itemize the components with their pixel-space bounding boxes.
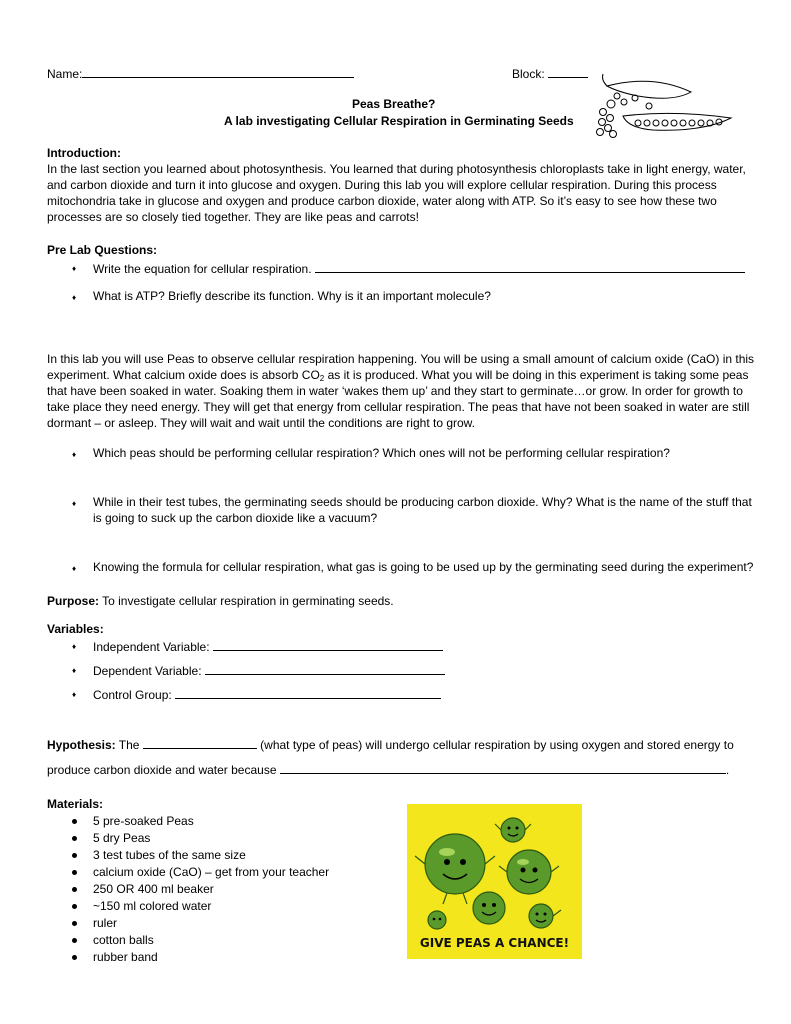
bullet-diamond: ♦ — [72, 642, 77, 651]
bullet-dot — [72, 887, 77, 892]
bullet-diamond: ♦ — [72, 564, 77, 573]
experiment-line-4: take place they need energy. They will get that energy from cellular respiration. The peas that have not been soaked in water are still — [47, 400, 750, 414]
experiment-line-2b: as it is produced. What you will be doing in this experiment is taking some peas — [324, 368, 749, 382]
material-item: 5 dry Peas — [93, 831, 151, 845]
independent-variable — [93, 638, 443, 654]
experiment-line-5: dormant – or asleep. They will wait and wait until the conditions are right to grow. — [47, 416, 476, 430]
bullet-diamond: ♦ — [72, 499, 77, 508]
bullet-diamond: ♦ — [72, 450, 77, 459]
hypothesis-text-b: (what type of peas) will undergo cellular respiration by using oxygen and stored energy to — [260, 738, 734, 752]
intro-heading: Introduction: — [47, 146, 121, 160]
bullet-dot — [72, 955, 77, 960]
experiment-line-2 — [47, 368, 748, 383]
name-label: Name: — [47, 67, 83, 81]
control-group — [93, 686, 441, 702]
experiment-line-1: In this lab you will use Peas to observe cellular respiration happening. You will be using a small amount of calcium oxide (CaO) in this — [47, 352, 755, 366]
purpose-text: To investigate cellular respiration in germinating seeds. — [99, 594, 394, 608]
pea-pod-illustration — [593, 72, 743, 142]
poster-caption: GIVE PEAS A CHANCE! — [419, 936, 570, 950]
hypothesis-line-2-text: produce carbon dioxide and water because — [47, 763, 277, 777]
material-item: rubber band — [93, 950, 158, 964]
purpose-label: Purpose: — [47, 594, 100, 608]
intro-line-1: In the last section you learned about photosynthesis. You learned that during photosynthesis chloroplasts take in light energy, water, — [47, 162, 746, 176]
page-subtitle: A lab investigating Cellular Respiration in Germinating Seeds — [224, 114, 574, 128]
material-item: 250 OR 400 ml beaker — [93, 882, 214, 896]
material-item: calcium oxide (CaO) – get from your teacher — [93, 865, 330, 879]
bullet-dot — [72, 921, 77, 926]
experiment-line-3: that have been soaked in water. Soaking them in water ‘wakes them up’ and they start to germinate…or grow. In order for growth to — [47, 384, 743, 398]
intro-line-4: processes are so closely tied together. They are like peas and carrots! — [47, 210, 419, 224]
intro-line-3: mitochondria take in glucose and oxygen and produce carbon dioxide, water along with ATP. So it’s easy to see how these two — [47, 194, 717, 208]
intro-line-2: and carbon dioxide and turn it into glucose and oxygen. During this lab you will explore cellular respiration. During this process — [47, 178, 717, 192]
hypothesis-line-1 — [47, 736, 734, 752]
equation-answer-blank[interactable] — [315, 260, 745, 273]
material-item: ruler — [93, 916, 118, 930]
bullet-dot — [72, 904, 77, 909]
bullet-dot — [72, 819, 77, 824]
purpose — [47, 594, 394, 608]
bullet-dot — [72, 836, 77, 841]
hypothesis-pea-type-blank[interactable] — [143, 736, 257, 749]
control-group-label: Control Group: — [93, 688, 172, 702]
dependent-variable-label: Dependent Variable: — [93, 664, 202, 678]
block-label: Block: — [512, 67, 545, 81]
material-item: 5 pre-soaked Peas — [93, 814, 194, 828]
bullet-diamond: ♦ — [72, 264, 77, 273]
question-5: Knowing the formula for cellular respiration, what gas is going to be used up by the germinating seed during the experiment? — [93, 560, 754, 574]
prelab-q2: What is ATP? Briefly describe its function. Why is it an important molecule? — [93, 289, 491, 303]
materials-heading: Materials: — [47, 797, 104, 811]
block-field — [512, 65, 588, 81]
bullet-diamond: ♦ — [72, 690, 77, 699]
name-blank[interactable] — [82, 65, 354, 78]
independent-variable-label: Independent Variable: — [93, 640, 210, 654]
bullet-dot — [72, 870, 77, 875]
question-4-line-2: is going to suck up the carbon dioxide like a vacuum? — [93, 511, 378, 525]
hypothesis-text-a: The — [115, 738, 140, 752]
question-3: Which peas should be performing cellular respiration? Which ones will not be performing cellular respiration? — [93, 446, 670, 460]
prelab-q1-text: Write the equation for cellular respiration. — [93, 262, 312, 276]
name-field — [47, 65, 354, 81]
bullet-dot — [72, 853, 77, 858]
prelab-heading: Pre Lab Questions: — [47, 243, 158, 257]
page-title: Peas Breathe? — [352, 97, 436, 111]
dependent-variable — [93, 662, 445, 678]
material-item: ~150 ml colored water — [93, 899, 212, 913]
experiment-line-2a: experiment. What calcium oxide does is absorb CO — [47, 368, 320, 382]
give-peas-a-chance-poster — [407, 804, 582, 959]
bullet-diamond: ♦ — [72, 293, 77, 302]
variables-heading: Variables: — [47, 622, 104, 636]
hypothesis-because-blank[interactable] — [280, 761, 726, 774]
co2-subscript: 2 — [319, 374, 325, 383]
independent-variable-blank[interactable] — [213, 638, 443, 651]
bullet-dot — [72, 938, 77, 943]
control-group-blank[interactable] — [175, 686, 441, 699]
hypothesis-label: Hypothesis: — [47, 738, 116, 752]
question-4-line-1: While in their test tubes, the germinating seeds should be producing carbon dioxide. Why? What is the name of the stuff that — [93, 495, 752, 509]
hypothesis-line-2: produce carbon dioxide and water because . — [47, 763, 730, 777]
bullet-diamond: ♦ — [72, 666, 77, 675]
prelab-q1 — [93, 260, 745, 276]
material-item: 3 test tubes of the same size — [93, 848, 246, 862]
material-item: cotton balls — [93, 933, 154, 947]
dependent-variable-blank[interactable] — [205, 662, 445, 675]
block-blank[interactable] — [548, 65, 588, 78]
